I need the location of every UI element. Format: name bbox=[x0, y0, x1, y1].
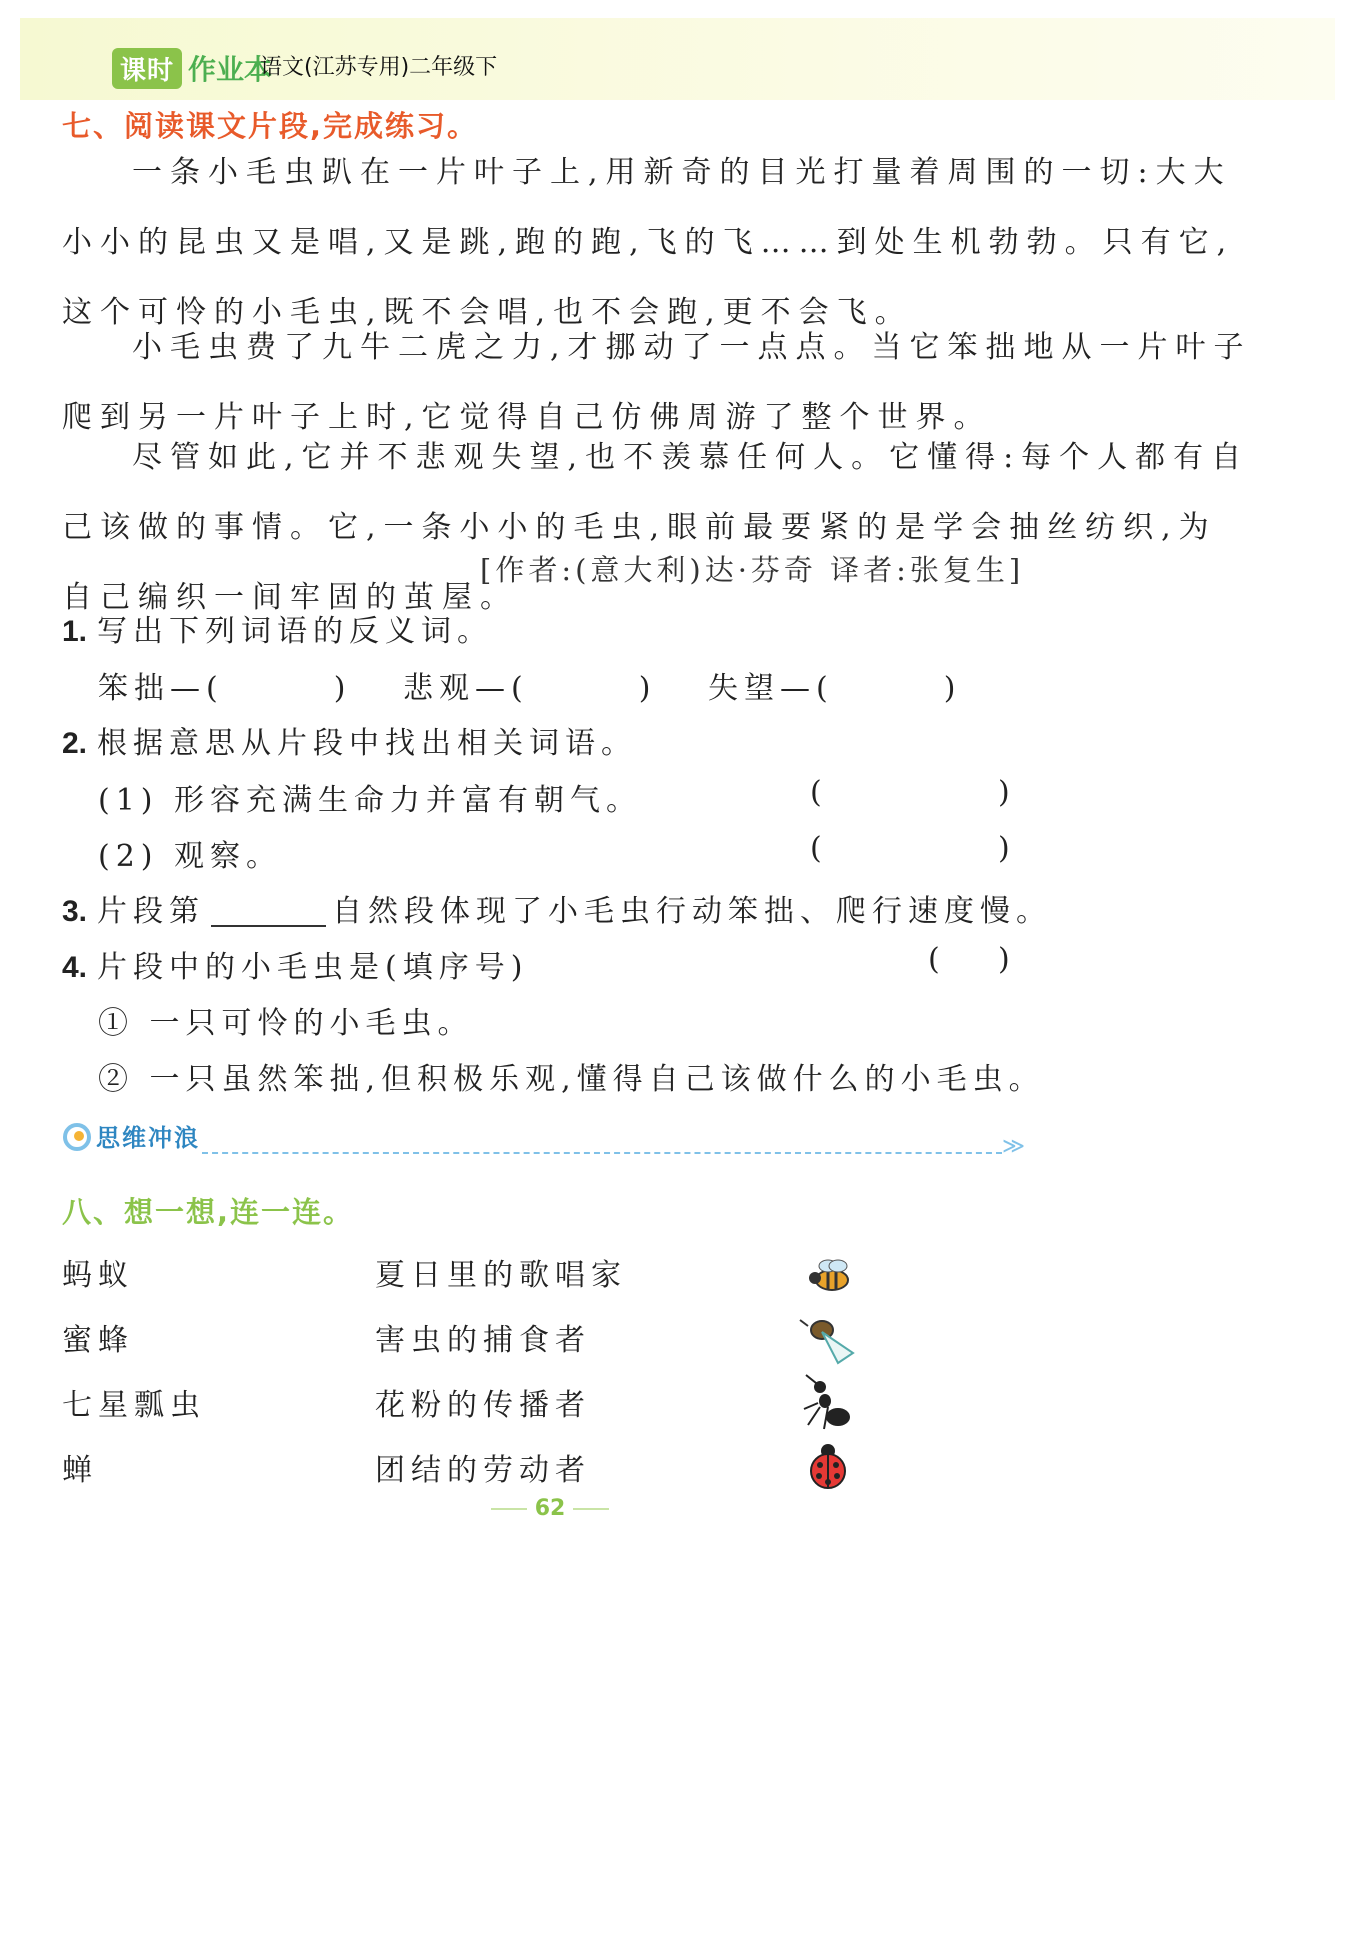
thinking-section-bar bbox=[62, 1118, 1026, 1159]
question-4-number: 4. bbox=[62, 951, 88, 984]
question-3 bbox=[62, 886, 1052, 930]
question-3-number: 3. bbox=[62, 895, 88, 928]
middle-item-pollinator[interactable]: 花粉的传播者 bbox=[375, 1388, 591, 1423]
left-item-ant[interactable]: 蚂蚁 bbox=[62, 1258, 134, 1293]
antonym-3-close: ) bbox=[943, 671, 962, 706]
question-4-option-1: ① 一只可怜的小毛虫。 bbox=[98, 1006, 474, 1041]
question-4-text: 片段中的小毛虫是(填序号) bbox=[97, 950, 529, 985]
thinking-dashed-line bbox=[202, 1152, 1002, 1154]
antonym-2 bbox=[403, 663, 656, 707]
paragraph-2: 小毛虫费了九牛二虎之力,才挪动了一点点。当它笨拙地从一片叶子爬到另一片叶子上时,它觉得自己仿佛周游了整个世界。 bbox=[62, 330, 1252, 435]
section-7-title: 七、阅读课文片段,完成练习。 bbox=[62, 109, 479, 143]
middle-item-worker[interactable]: 团结的劳动者 bbox=[375, 1453, 591, 1488]
cicada-icon[interactable] bbox=[798, 1308, 858, 1368]
book-title: 语文(江苏专用)二年级下 bbox=[260, 55, 498, 80]
question-3-pre: 片段第 bbox=[97, 894, 206, 929]
left-item-ladybug[interactable]: 七星瓢虫 bbox=[62, 1388, 206, 1423]
wave-icon bbox=[62, 1122, 92, 1152]
question-1-number: 1. bbox=[62, 615, 88, 648]
question-4-open: ( bbox=[928, 942, 946, 977]
question-1 bbox=[62, 606, 493, 650]
logo bbox=[112, 48, 272, 88]
workbook-page bbox=[20, 18, 1335, 1933]
left-item-bee[interactable]: 蜜蜂 bbox=[62, 1323, 134, 1358]
question-2-sub-1: (1) 形容充满生命力并富有朝气。 bbox=[98, 783, 643, 818]
header-band bbox=[20, 18, 1335, 100]
antonym-1 bbox=[98, 663, 351, 707]
question-2-text: 根据意思从片段中找出相关词语。 bbox=[97, 726, 638, 761]
page-number: 62 bbox=[470, 1496, 630, 1521]
ant-icon[interactable] bbox=[798, 1373, 858, 1433]
question-2-sub-2-close: ) bbox=[998, 831, 1016, 866]
antonym-2-word: 悲观—( bbox=[403, 671, 529, 706]
middle-item-predator[interactable]: 害虫的捕食者 bbox=[375, 1323, 591, 1358]
antonym-2-close: ) bbox=[638, 671, 657, 706]
thinking-label: 思维冲浪 bbox=[96, 1124, 200, 1152]
question-2-number: 2. bbox=[62, 727, 88, 760]
middle-item-singer[interactable]: 夏日里的歌唱家 bbox=[375, 1258, 627, 1293]
question-4-option-2: ② 一只虽然笨拙,但积极乐观,懂得自己该做什么的小毛虫。 bbox=[98, 1062, 1045, 1097]
swirl-icon: ≫ bbox=[1002, 1134, 1026, 1159]
antonym-1-word: 笨拙—( bbox=[98, 671, 224, 706]
antonym-1-close: ) bbox=[333, 671, 352, 706]
antonym-3 bbox=[708, 663, 961, 707]
antonym-3-word: 失望—( bbox=[708, 671, 834, 706]
ladybug-icon[interactable] bbox=[798, 1438, 858, 1498]
question-3-blank[interactable] bbox=[211, 899, 326, 927]
paragraph-1: 一条小毛虫趴在一片叶子上,用新奇的目光打量着周围的一切:大大小小的昆虫又是唱,又是跳,跑的跑,飞的飞……到处生机勃勃。只有它,这个可怜的小毛虫,既不会唱,也不会跑,更不会飞。 bbox=[62, 155, 1235, 330]
question-4 bbox=[62, 942, 528, 986]
question-3-post: 自然段体现了小毛虫行动笨拙、爬行速度慢。 bbox=[332, 894, 1053, 929]
question-4-close: ) bbox=[998, 942, 1016, 977]
paragraph-3: 尽管如此,它并不悲观失望,也不羡慕任何人。它懂得:每个人都有自己该做的事情。它,一条小小的毛虫,眼前最要紧的是学会抽丝纺织,为自己编织一间牢固的茧屋。 bbox=[62, 440, 1250, 615]
bee-icon[interactable] bbox=[798, 1246, 858, 1306]
question-1-text: 写出下列词语的反义词。 bbox=[97, 614, 494, 649]
credit: [作者:(意大利)达·芬奇 译者:张复生] bbox=[480, 553, 1025, 587]
left-item-cicada[interactable]: 蝉 bbox=[62, 1453, 98, 1488]
logo-text: 作业本 bbox=[188, 53, 273, 86]
question-2-sub-1-close: ) bbox=[998, 775, 1016, 810]
question-2-sub-1-open: ( bbox=[810, 775, 828, 810]
question-2-sub-2-open: ( bbox=[810, 831, 828, 866]
logo-box: 课时 bbox=[112, 48, 182, 89]
question-2 bbox=[62, 718, 637, 762]
question-2-sub-2: (2) 观察。 bbox=[98, 839, 283, 874]
section-8-title: 八、想一想,连一连。 bbox=[62, 1195, 355, 1229]
